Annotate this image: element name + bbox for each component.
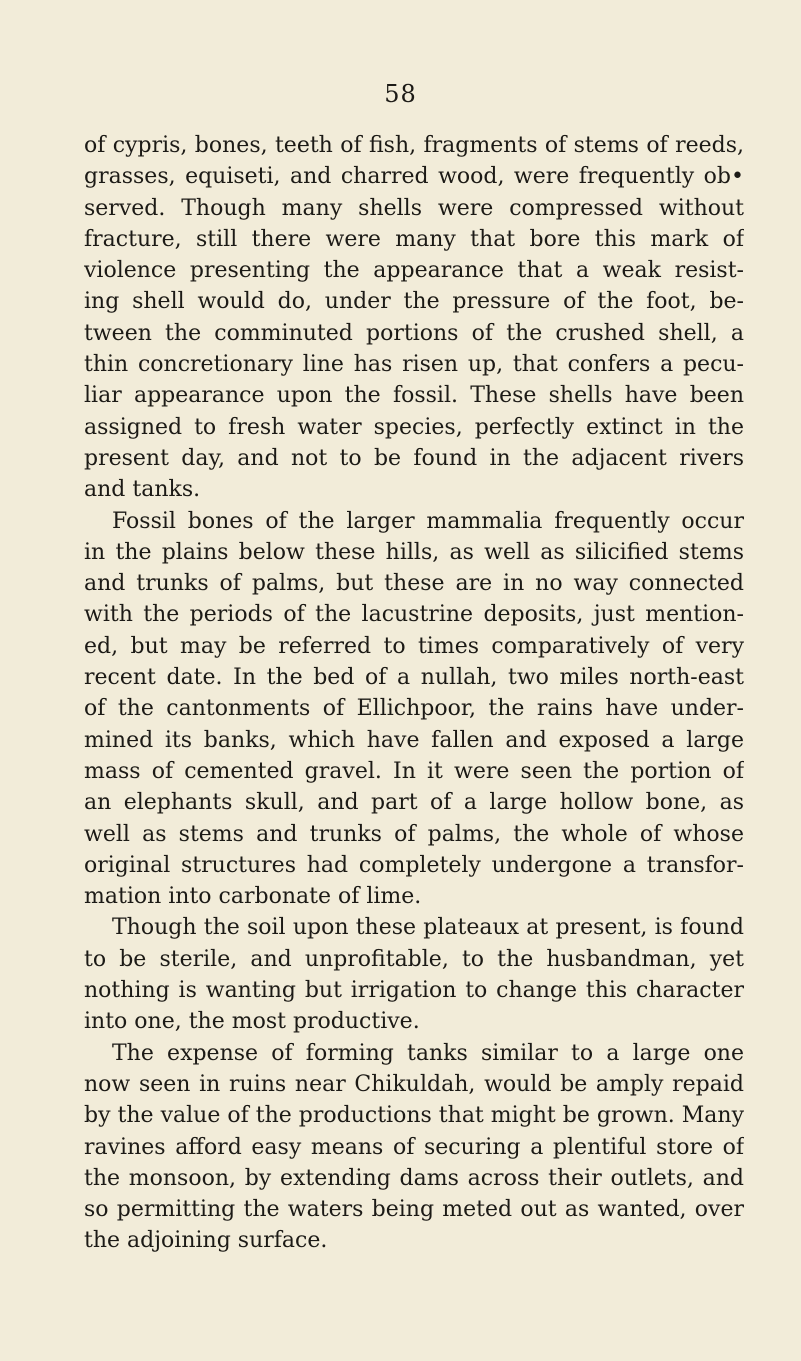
text-line: The expense of forming tanks similar to a large one	[112, 1040, 744, 1066]
text-line: mation into carbonate of lime.	[84, 884, 422, 910]
text-line: Fossil bones of the larger mammalia frequently occur	[112, 508, 744, 534]
text-line: of cypris, bones, teeth of fish, fragments of stems of reeds,	[84, 133, 744, 158]
text-line: grasses, equiseti, and charred wood, were frequently ob•	[84, 164, 744, 190]
text-line: nothing is wanting but irrigation to change this character	[84, 978, 744, 1004]
text-line: so permitting the waters being meted out as wanted, over	[84, 1197, 744, 1223]
text-line: served. Though many shells were compressed without	[84, 195, 744, 221]
text-line: ing shell would do, under the pressure of the foot, be-	[84, 289, 744, 315]
text-line: now seen in ruins near Chikuldah, would be amply repaid	[84, 1071, 744, 1097]
text-line: ed, but may be referred to times comparatively of very	[84, 633, 744, 659]
text-line: an elephants skull, and part of a large hollow bone, as	[84, 790, 744, 816]
text-line: tween the comminuted portions of the crushed shell, a	[84, 320, 744, 346]
text-line: ravines afford easy means of securing a plentiful store of	[84, 1134, 744, 1160]
text-line: and tanks.	[84, 477, 201, 503]
text-line: to be sterile, and unprofitable, to the husbandman, yet	[84, 946, 744, 972]
text-line: violence presenting the appearance that a weak resist-	[84, 258, 744, 284]
text-line: with the periods of the lacustrine deposits, just mention-	[84, 602, 744, 628]
body-text	[84, 130, 744, 1257]
text-line: the adjoining surface.	[84, 1228, 328, 1254]
text-line: original structures had completely undergone a transfor-	[84, 852, 744, 878]
text-line: thin concretionary line has risen up, that confers a pecu-	[84, 352, 744, 378]
text-line: mined its banks, which have fallen and exposed a large	[84, 727, 744, 753]
text-line: fracture, still there were many that bore this mark of	[84, 226, 744, 252]
text-line: into one, the most productive.	[84, 1009, 420, 1035]
text-line: liar appearance upon the fossil. These shells have been	[84, 383, 744, 409]
text-line: assigned to fresh water species, perfectly extinct in the	[84, 414, 744, 440]
text-line: Though the soil upon these plateaux at present, is found	[112, 915, 744, 941]
text-line: by the value of the productions that might be grown. Many	[84, 1103, 744, 1129]
text-line: present day, and not to be found in the adjacent rivers	[84, 445, 744, 471]
text-line: of the cantonments of Ellichpoor, the rains have under-	[84, 696, 744, 722]
text-line: well as stems and trunks of palms, the whole of whose	[84, 821, 744, 847]
page-number: 58	[384, 80, 417, 108]
text-line: in the plains below these hills, as well as silicified stems	[84, 539, 744, 565]
text-line: and trunks of palms, but these are in no way connected	[84, 571, 744, 597]
text-line: mass of cemented gravel. In it were seen the portion of	[84, 758, 744, 784]
text-line: the monsoon, by extending dams across their outlets, and	[84, 1165, 744, 1191]
text-line: recent date. In the bed of a nullah, two miles north-east	[84, 665, 744, 691]
